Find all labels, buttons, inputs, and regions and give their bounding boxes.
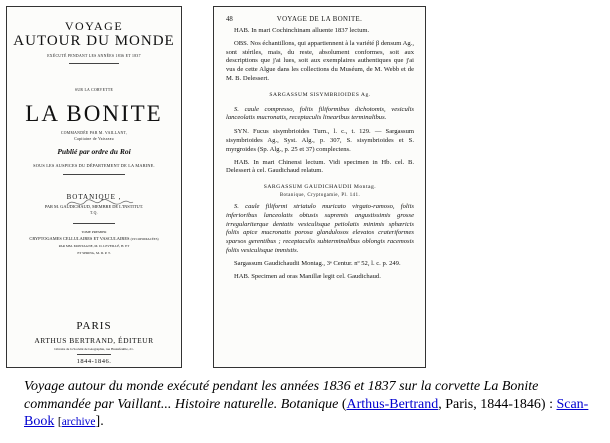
title-rule — [69, 63, 119, 64]
page-body — [226, 27, 414, 281]
title-execute-line: EXÉCUTÉ PENDANT LES ANNÉES 1836 ET 1837 — [47, 54, 141, 58]
title-sur-la-corvette: SUR LA CORVETTE — [74, 88, 114, 92]
para-obs: OBS. Nos échantillons, qui appartiennent à la variété β densum Ag., sont stériles, mais, du reste, absolument conformes, soit aux descriptions que j'ai lues, soit aux exemplaires authentiques que j'ai vus de cette Algue dans les collections du Muséum, de M. Webb et de M. B. Delessert. — [226, 39, 414, 82]
caption-title: Voyage autour du monde exécuté pendant les années 1836 et 1837 sur la corvette La Bonite commandée par Vaillant... Histoire naturelle. Botanique — [24, 379, 539, 412]
title-cryptogames — [7, 236, 181, 241]
title-rule-3 — [73, 223, 115, 224]
title-rule-4 — [77, 354, 111, 355]
title-publie-par-ordre: Publié par ordre du Roi — [57, 147, 131, 156]
running-head-title: VOYAGE DE LA BONITE. — [276, 16, 363, 23]
title-authors-1: PAR MM. MONTAGNE, M. D. LEVEILLÉ, H. ET — [58, 244, 130, 248]
title-auspices: SOUS LES AUSPICES DU DÉPARTEMENT DE LA MARINE. — [33, 163, 155, 168]
title-capitaine: Capitaine de Vaisseau — [74, 137, 114, 141]
title-cryptogames-note: (LYCOPODIACÉES) — [130, 237, 159, 241]
archive-link[interactable]: archive — [61, 416, 96, 428]
title-publisher: ARTHUS BERTRAND, ÉDITEUR — [34, 336, 154, 345]
title-gaudichaud: PAR M. GAUDICHAUD, MEMBRE DE L'INSTITUT. — [44, 204, 144, 209]
publisher-link[interactable]: Arthus-Bertrand — [346, 396, 439, 412]
scan-book-link[interactable]: Scan-Book — [24, 396, 589, 429]
title-page-scan — [6, 6, 182, 368]
subheading-plate: Botanique, Cryptogamie, Pl. 141. — [279, 192, 361, 198]
para-diagnosis-1: S. caule compresso, foliis filiformibus dichotomis, vesiculis lanceolatis mucronatis, receptaculis linearibus terminalibus. — [226, 105, 414, 122]
archive-open-bracket: [ — [57, 416, 62, 428]
title-gaud-sub: T.Q. — [90, 211, 98, 215]
title-cryptogames-text: CRYPTOGAMES CELLULAIRES ET VASCULAIRES — [29, 236, 130, 241]
title-la-bonite: LA BONITE — [25, 101, 163, 126]
title-voyage: VOYAGE — [64, 19, 124, 33]
heading-gaudichaudii: SARGASSUM GAUDICHAUDII Montag. — [263, 184, 377, 191]
title-paris: PARIS — [76, 320, 112, 332]
caption-close: ]. — [95, 414, 104, 429]
title-years: 1844-1846. — [76, 358, 112, 365]
para-hab-3: HAB. Specimen ad oras Manillæ legit cel. Gaudichaud. — [234, 272, 381, 280]
para-hab-1: HAB. In mari Cochinchinam alluente 1837 lectum. — [234, 27, 370, 34]
para-diagnosis-2: S. caule filiformi striatulo muricato virgato-ramoso, foliis inferioribus lanceolatis obtusis supremis angustissimis grosse irregulariterque dentatis vesiculisque petiolatis minimis sphæricis foliis apice mucronatis porosa glandulosos elevatos crateriformes sparsos gerentibus ; receptaculis subterminalibus oblongis racemosis foliis vesiculisque immistis. — [226, 202, 414, 254]
para-reference: Sargassum Gaudichaudii Montag., 3ᵉ Centur. nº 52, l. c. p. 249. — [234, 259, 401, 267]
text-page-scan — [213, 6, 426, 368]
para-synonyms: SYN. Fucus sisymbrioides Turn., l. c., t. 129. — Sargassum sisymbrioides Ag., Syst. Alg., p. 307, S. sisymbrioides et S. myrgroides (Sp. Alg., p. 25 et 37) complectens. — [226, 128, 414, 153]
para-hab-2: HAB. In mari Chinensi lectum. Vidi specimen in Hb. cel. B. Delessert à cel. Gaudichaud relatum. — [226, 158, 414, 175]
title-commandee: COMMANDÉE PAR M. VAILLANT, — [60, 131, 128, 135]
title-rule-2 — [63, 174, 125, 175]
caption-place-dates: , Paris, 1844-1846) : — [438, 396, 557, 412]
title-botanique: BOTANIQUE , — [66, 193, 122, 201]
page-number: 48 — [226, 16, 233, 23]
title-autour-du-monde: AUTOUR DU MONDE — [13, 33, 175, 49]
title-library: Libraire de la Société de Géographie, rue Hautefeuille, 21. — [54, 347, 134, 351]
heading-sisymbrioides: SARGASSUM SISYMBRIOIDES Ag. — [269, 91, 371, 98]
caption-open-paren: ( — [338, 396, 347, 412]
title-authors-2: ET SPRING, M. D. P. T. — [77, 251, 111, 255]
caption — [24, 378, 606, 432]
title-tome: TOME PREMIER — [81, 230, 107, 234]
